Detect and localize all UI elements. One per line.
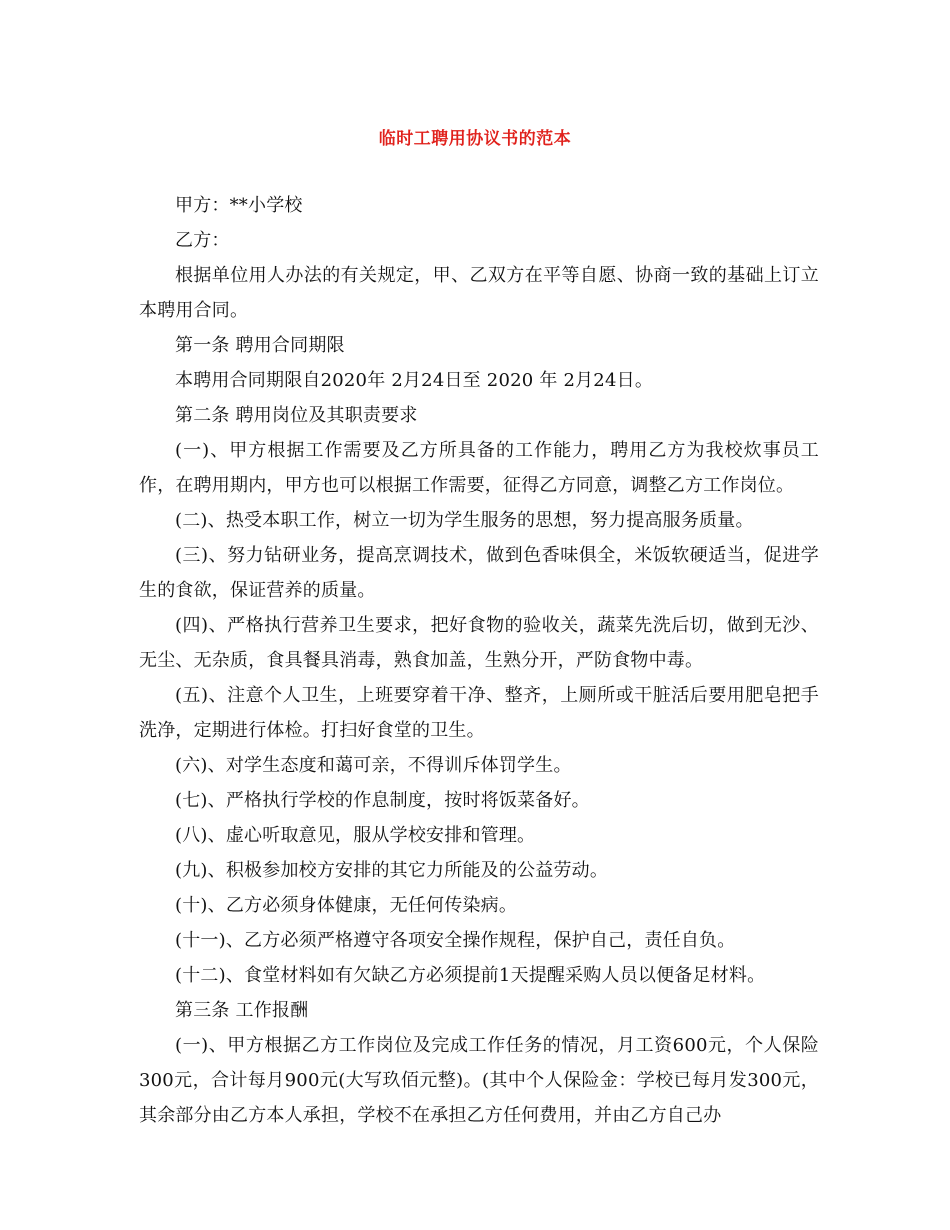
duty-item-2: (二)、热受本职工作，树立一切为学生服务的思想，努力提高服务质量。 bbox=[175, 510, 754, 531]
preamble-paragraph: 根据单位用人办法的有关规定，甲、乙双方在平等自愿、协商一致的基础上订立本聘用合同。 bbox=[139, 265, 819, 321]
compensation-item-1: (一)、甲方根据乙方工作岗位及完成工作任务的情况，月工资600元，个人保险300元，合计每月900元(大写玖佰元整)。(其中个人保险金：学校已每月发300元，其余部分由乙方本人承担，学校不在承担乙方任何费用，并由乙方自己办 bbox=[139, 1035, 819, 1126]
article-3-heading: 第三条 工作报酬 bbox=[175, 1000, 309, 1021]
party-b-line: 乙方： bbox=[175, 230, 230, 251]
duty-item-1: (一)、甲方根据工作需要及乙方所具备的工作能力，聘用乙方为我校炊事员工作，在聘用期内，甲方也可以根据工作需要，征得乙方同意，调整乙方工作岗位。 bbox=[139, 440, 819, 496]
duty-item-9: (九)、积极参加校方安排的其它力所能及的公益劳动。 bbox=[175, 860, 609, 881]
duty-item-7: (七)、严格执行学校的作息制度，按时将饭菜备好。 bbox=[175, 790, 590, 811]
contract-term-paragraph: 本聘用合同期限自2020年 2月24日至 2020 年 2月24日。 bbox=[175, 370, 654, 391]
party-a-line: 甲方：**小学校 bbox=[175, 195, 303, 216]
duty-item-6: (六)、对学生态度和蔼可亲，不得训斥体罚学生。 bbox=[175, 755, 572, 776]
article-1-heading: 第一条 聘用合同期限 bbox=[175, 335, 345, 356]
article-2-heading: 第二条 聘用岗位及其职责要求 bbox=[175, 405, 418, 426]
document-body bbox=[139, 188, 819, 1133]
duty-item-3: (三)、努力钻研业务，提高烹调技术，做到色香味俱全，米饭软硬适当，促进学生的食欲，保证营养的质量。 bbox=[139, 545, 819, 601]
duty-item-4: (四)、严格执行营养卫生要求，把好食物的验收关，蔬菜先洗后切，做到无沙、无尘、无杂质，食具餐具消毒，熟食加盖，生熟分开，严防食物中毒。 bbox=[139, 615, 819, 671]
duty-item-11: (十一)、乙方必须严格遵守各项安全操作规程，保护自己，责任自负。 bbox=[175, 930, 736, 951]
duty-item-10: (十)、乙方必须身体健康，无任何传染病。 bbox=[175, 895, 518, 916]
document-title: 临时工聘用协议书的范本 bbox=[378, 129, 572, 149]
duty-item-5: (五)、注意个人卫生，上班要穿着干净、整齐，上厕所或干脏活后要用肥皂把手洗净，定期进行体检。打扫好食堂的卫生。 bbox=[139, 685, 819, 741]
duty-item-12: (十二)、食堂材料如有欠缺乙方必须提前1天提醒采购人员以便备足材料。 bbox=[175, 965, 766, 986]
duty-item-8: (八)、虚心听取意见，服从学校安排和管理。 bbox=[175, 825, 536, 846]
